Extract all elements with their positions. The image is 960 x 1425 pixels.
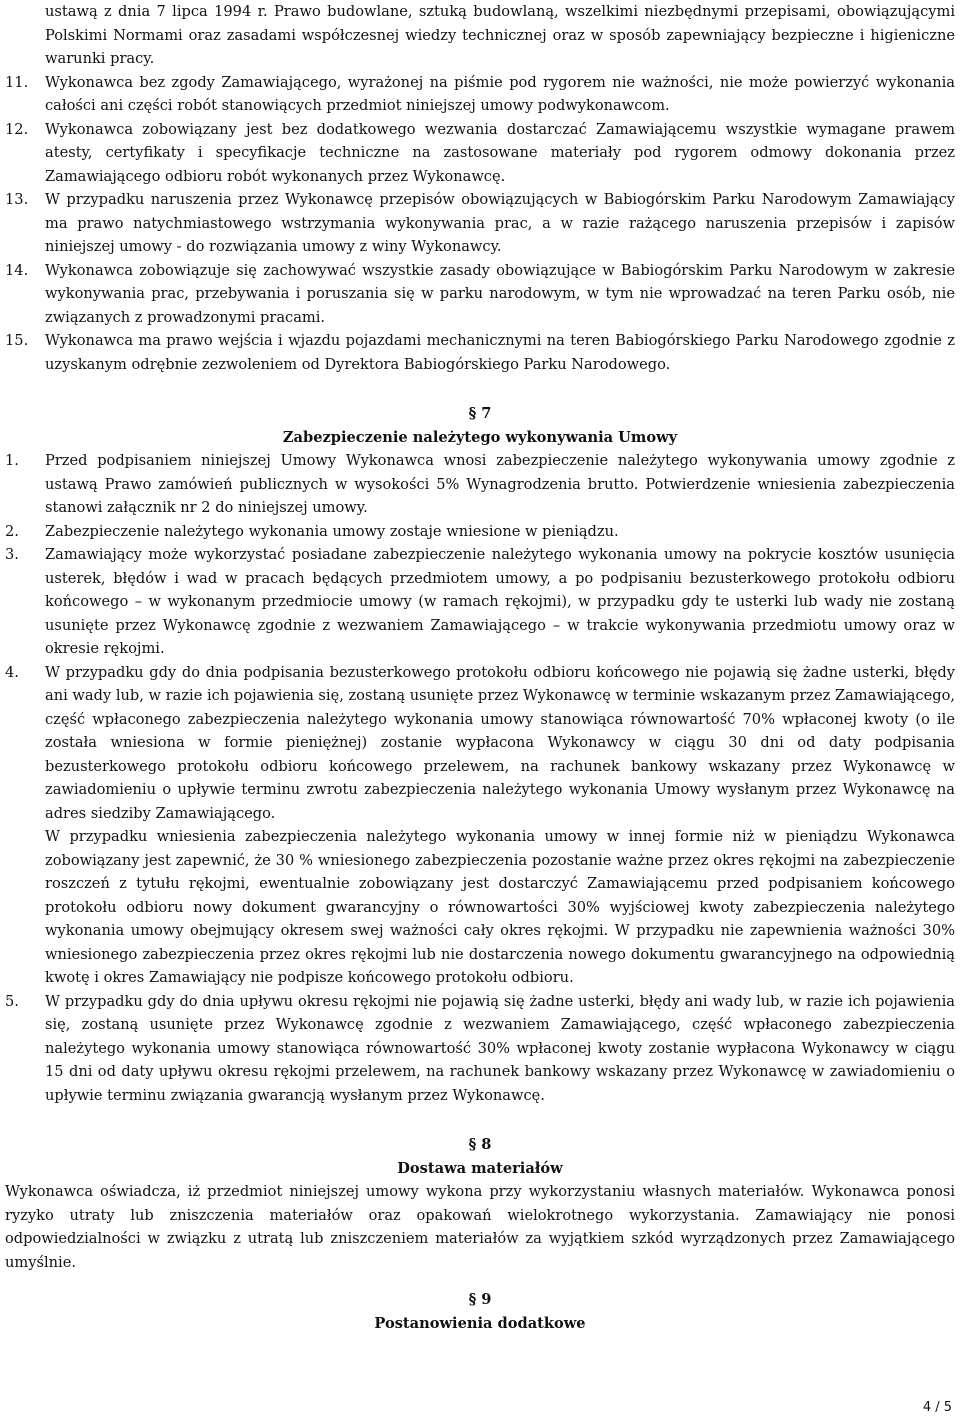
page-number: 4 / 5	[922, 1400, 952, 1415]
section-6-items	[0, 71, 960, 377]
item-number: 1.	[5, 452, 19, 469]
section-9	[0, 1288, 960, 1335]
list-item	[0, 329, 960, 376]
item-text: W przypadku gdy do dnia podpisania bezusterkowego protokołu odbioru końcowego nie pojawią się żadne usterki, błędy ani wady lub, w razie ich pojawienia się, zostaną usunięte przez Wykonawcę w terminie wskazanym przez Zamawiającego, część wpłaconego zabezpieczenia należytego wykonania umowy stanowiąca równowartość 70% wpłaconej kwoty (o ile została wniesiona w formie pieniężnej) zostanie wypłacona Wykonawcy w ciągu 30 dni od daty podpisania bezusterkowego protokołu odbioru końcowego przelewem, na rachunek bankowy wskazany przez Wykonawcę w zawiadomieniu o upływie terminu zwrotu zabezpieczenia należytego wykonania Umowy wysłanym przez Wykonawcę na adres siedziby Zamawiającego.	[45, 663, 955, 822]
section-text: Wykonawca oświadcza, iż przedmiot niniejszej umowy wykona przy wykorzystaniu własnych materiałów. Wykonawca ponosi ryzyko utraty lub zniszczenia materiałów oraz opakowań wielokrotnego wykorzystania. Zamawiający nie ponosi odpowiedzialności w związku z utratą lub zniszczeniem materiałów za wyjątkiem szkód wyrządzonych przez Zamawiającego umyślnie.	[5, 1183, 955, 1271]
list-item	[0, 520, 960, 544]
item-text: Zabezpieczenie należytego wykonania umowy zostaje wniesione w pieniądzu.	[45, 522, 619, 540]
section-8	[0, 1133, 960, 1274]
list-item	[0, 449, 960, 520]
section-7	[0, 402, 960, 1107]
item-number: 2.	[5, 522, 19, 540]
item-number: 11.	[5, 73, 29, 91]
item-text: Wykonawca zobowiązany jest bez dodatkowego wezwania dostarczać Zamawiającemu wszystkie wymagane prawem atesty, certyfikaty i specyfikacje techniczne na zastosowane materiały pod rygorem odmowy dokonania przez Zamawiającego odbioru robót wykonanych przez Wykonawcę.	[45, 120, 955, 185]
list-item	[0, 259, 960, 330]
item-text: Wykonawca zobowiązuje się zachowywać wszystkie zasady obowiązujące w Babiogórskim Parku Narodowym w zakresie wykonywania prac, przebywania i poruszania się w parku narodowym, w tym nie wprowadzać na teren Parku osób, nie związanych z prowadzonymi pracami.	[45, 261, 955, 326]
list-item-continuation	[0, 825, 960, 990]
item-text: Wykonawca bez zgody Zamawiającego, wyrażonej na piśmie pod rygorem nie ważności, nie może powierzyć wykonania całości ani części robót stanowiących przedmiot niniejszej umowy podwykonawcom.	[45, 73, 955, 114]
item-text: W przypadku naruszenia przez Wykonawcę przepisów obowiązujących w Babiogórskim Parku Narodowym Zamawiający ma prawo natychmiastowego wstrzymania wykonywania prac, a w razie rażącego naruszenia przepisów i zapisów niniejszej umowy - do rozwiązania umowy z winy Wykonawcy.	[45, 191, 955, 255]
item-number: 5.	[5, 992, 19, 1010]
item-number: 3.	[5, 546, 19, 563]
item-number: 13.	[5, 191, 29, 208]
item-number: 4.	[5, 663, 19, 681]
item-number: 14.	[5, 261, 29, 279]
list-item	[0, 661, 960, 826]
section-number: § 9	[468, 1291, 492, 1308]
list-item	[0, 188, 960, 259]
item-text: Zamawiający może wykorzystać posiadane zabezpieczenie należytego wykonania umowy na pokrycie kosztów usunięcia usterek, błędów i wad w pracach będących przedmiotem umowy, a po podpisaniu bezusterkowego protokołu odbioru końcowego – w wykonanym przedmiocie umowy (w ramach rękojmi), w przypadku gdy te usterki lub wady nie zostaną usunięte przez Wykonawcę zgodnie z wezwaniem Zamawiającego – w trakcie wykonywania przedmiotu umowy oraz w okresie rękojmi.	[45, 546, 955, 657]
list-item	[0, 990, 960, 1108]
item-number: 15.	[5, 332, 29, 349]
section-title: Dostawa materiałów	[397, 1159, 563, 1177]
item-text: Wykonawca ma prawo wejścia i wjazdu pojazdami mechanicznymi na teren Babiogórskiego Parku Narodowego zgodnie z uzyskanym odrębnie zezwoleniem od Dyrektora Babiogórskiego Parku Narodowego.	[45, 332, 955, 373]
continued-paragraph: ustawą z dnia 7 lipca 1994 r. Prawo budowlane, sztuką budowlaną, wszelkimi niezbędnymi przepisami, obowiązującymi Polskimi Normami oraz zasadami współczesnej wiedzy technicznej oraz w sposób zapewniający bezpieczne i higieniczne warunki pracy.	[45, 3, 955, 67]
list-item	[0, 118, 960, 189]
section-title: Postanowienia dodatkowe	[374, 1314, 586, 1332]
item-text: W przypadku wniesienia zabezpieczenia należytego wykonania umowy w innej formie niż w pieniądzu Wykonawca zobowiązany jest zapewnić, że 30 % wniesionego zabezpieczenia pozostanie ważne przez okres rękojmi na zabezpieczenie roszczeń z tytułu rękojmi, ewentualnie zobowiązany jest dostarczyć Zamawiającemu przed podpisaniem końcowego protokołu odbioru nowy dokument gwarancyjny o równowartości 30% wyjściowej kwoty zabezpieczenia należytego wykonania umowy obejmujący okresem swej ważności cały okres rękojmi. W przypadku nie zapewnienia ważności 30% wniesionego zabezpieczenia przez okres rękojmi lub nie dostarczenia nowego dokumentu gwarancyjnego na odpowiednią kwotę i okres Zamawiający nie podpisze końcowego protokołu odbioru.	[45, 828, 955, 986]
item-number: 12.	[5, 120, 29, 138]
section-number: § 7	[468, 405, 492, 422]
section-title: Zabezpieczenie należytego wykonywania Umowy	[282, 428, 678, 446]
list-item	[0, 71, 960, 118]
list-item	[0, 543, 960, 661]
item-text: W przypadku gdy do dnia upływu okresu rękojmi nie pojawią się żadne usterki, błędy ani wady lub, w razie ich pojawienia się, zostaną usunięte przez Wykonawcę zgodnie z wezwaniem Zamawiającego, część wpłaconego zabezpieczenia należytego wykonania umowy stanowiąca równowartość 30% wpłaconej kwoty zostanie wypłacona Wykonawcy w ciągu 15 dni od daty upływu okresu rękojmi przelewem, na rachunek bankowy wskazany przez Wykonawcę w zawiadomieniu o upływie terminu związania gwarancją wysłanym przez Wykonawcę.	[45, 992, 955, 1104]
item-text: Przed podpisaniem niniejszej Umowy Wykonawca wnosi zabezpieczenie należytego wykonywania umowy zgodnie z ustawą Prawo zamówień publicznych w wysokości 5% Wynagrodzenia brutto. Potwierdzenie wniesienia zabezpieczenia stanowi załącznik nr 2 do niniejszej umowy.	[45, 452, 955, 516]
section-number: § 8	[468, 1136, 492, 1153]
